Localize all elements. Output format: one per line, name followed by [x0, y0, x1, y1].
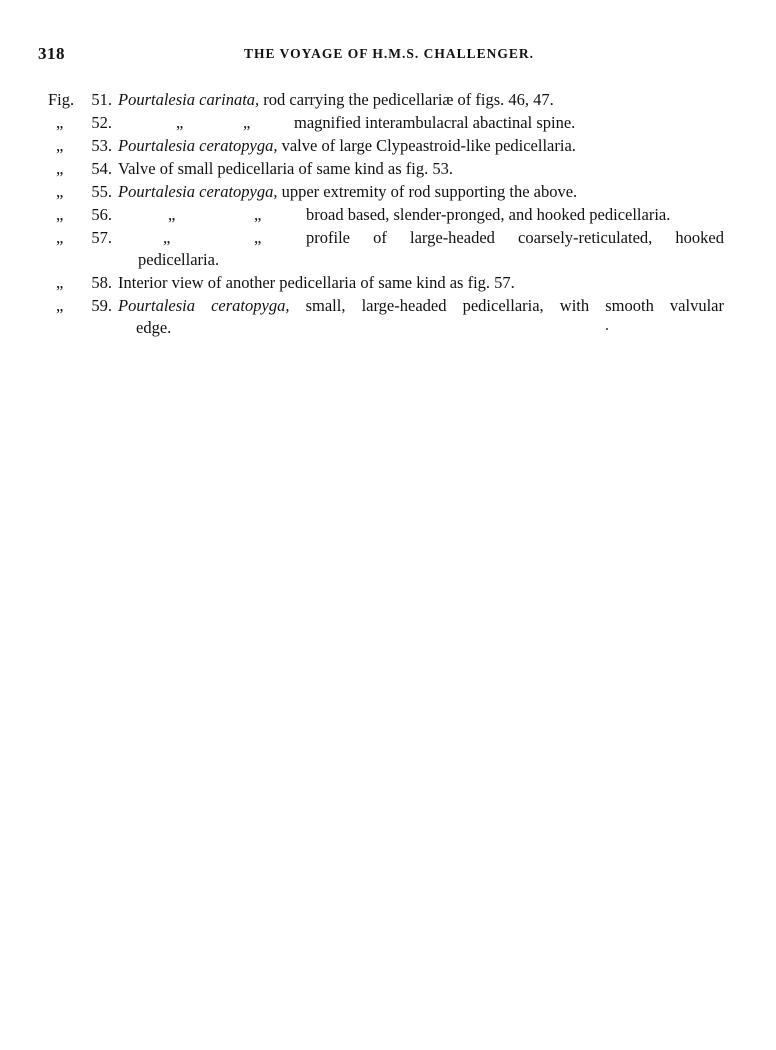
- caption-row-58: [48, 271, 728, 294]
- ditto-prefix: „: [56, 205, 64, 224]
- figure-number: 56.: [91, 205, 112, 224]
- caption-row-57: [48, 226, 728, 271]
- page-number: 318: [38, 44, 65, 63]
- caption-text: small, large-headed pedicellaria, with smooth valvular: [305, 296, 724, 315]
- caption-description: [118, 88, 728, 111]
- ditto-mark-species: „: [254, 205, 262, 224]
- caption-row-54: [48, 157, 728, 180]
- figure-number: 54.: [91, 159, 112, 178]
- caption-text: Valve of small pedicellaria of same kind as fig. 53.: [118, 159, 453, 178]
- species-name: Pourtalesia ceratopyga,: [118, 296, 290, 315]
- caption-text: profile of large-headed coarsely-reticulated, hooked: [306, 228, 724, 247]
- caption-text: rod carrying the pedicellariæ of figs. 46, 47.: [259, 90, 554, 109]
- caption-row-55: [48, 180, 728, 203]
- ink-speck: [606, 328, 608, 330]
- figure-number: 58.: [91, 273, 112, 292]
- figure-caption-list: [48, 88, 728, 339]
- figure-number: 57.: [91, 228, 112, 247]
- species-name: Pourtalesia ceratopyga,: [118, 136, 278, 155]
- caption-description: [118, 180, 728, 203]
- ditto-prefix: „: [56, 113, 64, 132]
- caption-text: magnified interambulacral abactinal spine.: [294, 113, 576, 132]
- ditto-mark-genus: „: [163, 228, 171, 247]
- species-name: Pourtalesia carinata,: [118, 90, 260, 109]
- caption-row-52: [48, 111, 728, 134]
- caption-continuation: pedicellaria.: [138, 250, 220, 269]
- ditto-prefix: „: [56, 273, 64, 292]
- caption-text: upper extremity of rod supporting the above.: [277, 182, 578, 201]
- figure-number: 52.: [91, 113, 112, 132]
- ditto-mark-species: „: [243, 113, 251, 132]
- caption-row-56: [48, 203, 728, 226]
- ditto-mark-genus: „: [176, 113, 184, 132]
- caption-row-59: [48, 294, 728, 339]
- caption-continuation: edge.: [136, 318, 172, 337]
- species-name: Pourtalesia ceratopyga,: [118, 182, 278, 201]
- ditto-prefix: „: [56, 296, 64, 315]
- ditto-prefix: „: [56, 159, 64, 178]
- figure-number: 53.: [91, 136, 112, 155]
- caption-text: valve of large Clypeastroid-like pedicellaria.: [277, 136, 576, 155]
- ditto-prefix: „: [56, 228, 64, 247]
- ditto-mark-genus: „: [168, 205, 176, 224]
- figure-number: 55.: [91, 182, 112, 201]
- caption-prefix: Fig.: [48, 90, 75, 109]
- ditto-mark-species: „: [254, 228, 262, 247]
- caption-text: Interior view of another pedicellaria of same kind as fig. 57.: [118, 273, 515, 292]
- caption-row-51: [48, 88, 728, 111]
- caption-row-53: [48, 134, 728, 157]
- figure-number: 59.: [91, 296, 112, 315]
- ditto-prefix: „: [56, 182, 64, 201]
- caption-text: broad based, slender-pronged, and hooked pedicellaria.: [306, 205, 671, 224]
- caption-description: [118, 294, 724, 317]
- caption-description: [118, 134, 728, 157]
- running-title: THE VOYAGE OF H.M.S. CHALLENGER.: [244, 46, 535, 61]
- ditto-prefix: „: [56, 136, 64, 155]
- figure-number: 51.: [91, 90, 112, 109]
